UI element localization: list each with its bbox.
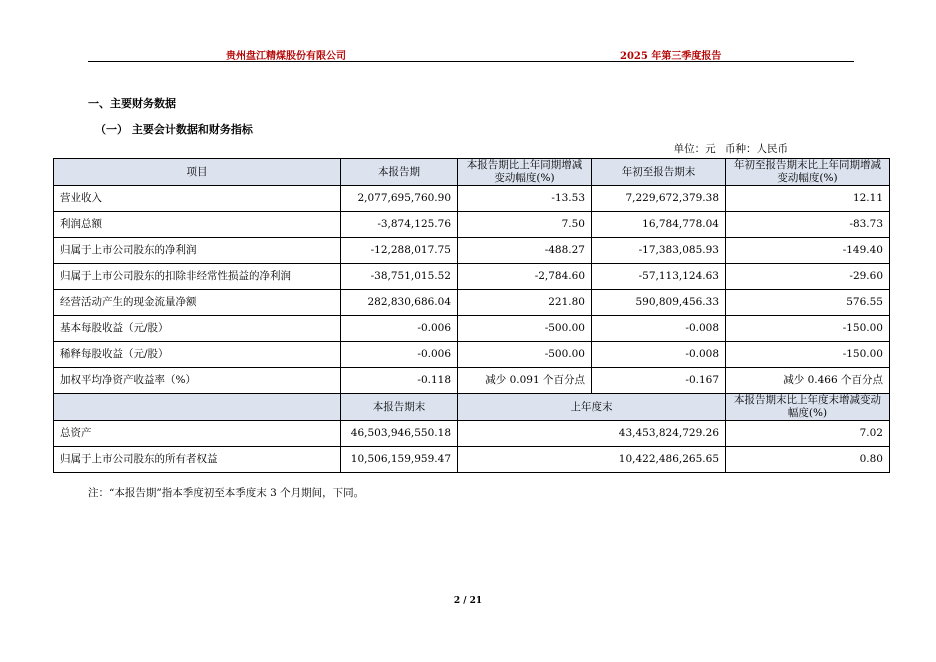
financial-data-table	[53, 158, 890, 473]
row-last-year-end-value: 43,453,824,729.26	[458, 421, 726, 447]
header-cell-ytd-change: 年初至报告期末比上年同期增减变动幅度(%)	[726, 159, 890, 186]
row-last-year-end-value: 10,422,486,265.65	[458, 447, 726, 473]
row-current-value: -3,874,125.76	[341, 212, 458, 238]
row-item-label: 加权平均净资产收益率（%）	[54, 368, 341, 394]
header2-cell-change: 本报告期末比上年度末增减变动幅度(%)	[726, 394, 890, 421]
header2-cell-last-year-end: 上年度末	[458, 394, 726, 421]
table-row	[54, 264, 890, 290]
row-item-label: 稀释每股收益（元/股）	[54, 342, 341, 368]
row-item-label: 归属于上市公司股东的净利润	[54, 238, 341, 264]
row-ytd-change-value: 12.11	[726, 186, 890, 212]
row-ytd-change-value: -149.40	[726, 238, 890, 264]
header-cell-current: 本报告期	[341, 159, 458, 186]
row-change-value: 减少 0.091 个百分点	[458, 368, 592, 394]
table-row	[54, 316, 890, 342]
row-ytd-change-value: -83.73	[726, 212, 890, 238]
row-change-value: 7.50	[458, 212, 592, 238]
row-ytd-value: 7,229,672,379.38	[592, 186, 726, 212]
row-ytd-value: -0.008	[592, 342, 726, 368]
row-ytd-change-value: -150.00	[726, 342, 890, 368]
header2-cell-period-end: 本报告期末	[341, 394, 458, 421]
row-change-value: -500.00	[458, 316, 592, 342]
page-number: 2 / 21	[453, 596, 483, 606]
row-ytd-value: -57,113,124.63	[592, 264, 726, 290]
row-ytd-change-value: 576.55	[726, 290, 890, 316]
row-item-label: 基本每股收益（元/股）	[54, 316, 341, 342]
row-change-value: -488.27	[458, 238, 592, 264]
table-row	[54, 447, 890, 473]
unit-label: 单位：元	[673, 143, 716, 155]
row-ytd-value: -17,383,085.93	[592, 238, 726, 264]
table-header-row-2	[54, 394, 890, 421]
row-current-value: -38,751,015.52	[341, 264, 458, 290]
table-row	[54, 421, 890, 447]
row-item-label: 营业收入	[54, 186, 341, 212]
row-ytd-change-value: -150.00	[726, 316, 890, 342]
header-company: 贵州盘江精煤股份有限公司	[226, 51, 346, 62]
row-ytd-value: 16,784,778.04	[592, 212, 726, 238]
table-row	[54, 342, 890, 368]
unit-currency-line	[668, 141, 788, 156]
table-row	[54, 238, 890, 264]
row-current-value: -0.118	[341, 368, 458, 394]
subsection-title: （一） 主要会计数据和财务指标	[95, 123, 253, 136]
table-row	[54, 186, 890, 212]
table-header-row	[54, 159, 890, 186]
row-current-value: -12,288,017.75	[341, 238, 458, 264]
row-current-value: -0.006	[341, 316, 458, 342]
table-row	[54, 368, 890, 394]
row-period-end-value: 10,506,159,959.47	[341, 447, 458, 473]
row-current-value: 2,077,695,760.90	[341, 186, 458, 212]
header-report-title: 2025 年第三季度报告	[620, 51, 722, 62]
table-row	[54, 290, 890, 316]
row-ytd-change-value: -29.60	[726, 264, 890, 290]
row-change-value: -500.00	[458, 342, 592, 368]
footnote: 注：“本报告期”指本季度初至本季度末 3 个月期间，下同。	[88, 487, 365, 499]
row-item-label: 经营活动产生的现金流量净额	[54, 290, 341, 316]
row-item-label: 归属于上市公司股东的扣除非经常性损益的净利润	[54, 264, 341, 290]
header-cell-item: 项目	[54, 159, 341, 186]
row-change-value: 221.80	[458, 290, 592, 316]
section-title: 一、主要财务数据	[88, 97, 176, 110]
row-change-value: -13.53	[458, 186, 592, 212]
row-change-value: 7.02	[726, 421, 890, 447]
row-change-value: 0.80	[726, 447, 890, 473]
row-period-end-value: 46,503,946,550.18	[341, 421, 458, 447]
row-current-value: 282,830,686.04	[341, 290, 458, 316]
header-cell-change: 本报告期比上年同期增减变动幅度(%)	[458, 159, 592, 186]
row-change-value: -2,784.60	[458, 264, 592, 290]
header-cell-ytd: 年初至报告期末	[592, 159, 726, 186]
row-item-label: 利润总额	[54, 212, 341, 238]
row-ytd-value: -0.167	[592, 368, 726, 394]
row-item-label: 归属于上市公司股东的所有者权益	[54, 447, 341, 473]
header-divider	[88, 61, 854, 62]
row-ytd-value: 590,809,456.33	[592, 290, 726, 316]
currency-label: 币种：人民币	[725, 143, 788, 155]
table-row	[54, 212, 890, 238]
row-item-label: 总资产	[54, 421, 341, 447]
row-ytd-value: -0.008	[592, 316, 726, 342]
row-ytd-change-value: 减少 0.466 个百分点	[726, 368, 890, 394]
header2-cell-blank	[54, 394, 341, 421]
row-current-value: -0.006	[341, 342, 458, 368]
